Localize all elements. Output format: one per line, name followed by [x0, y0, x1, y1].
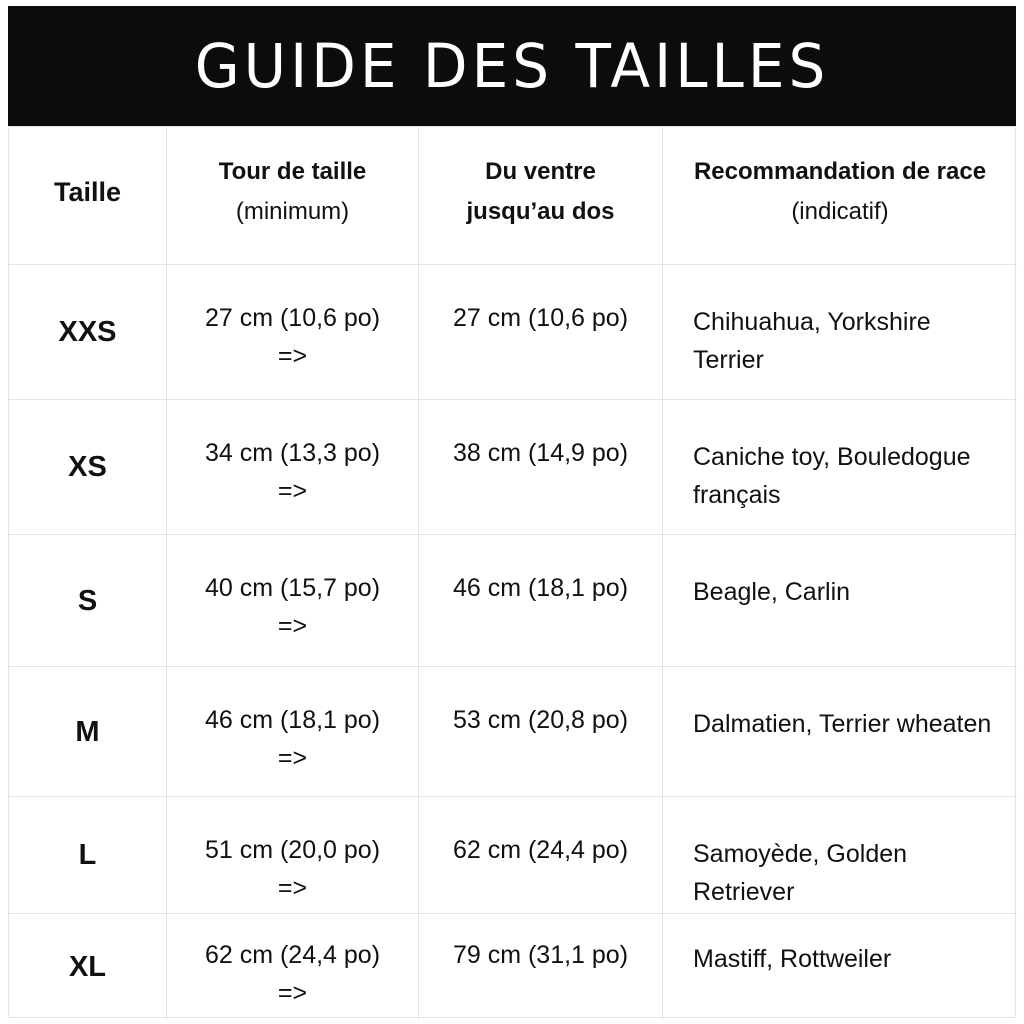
breed-cell	[663, 667, 1017, 797]
size-cell: S	[9, 535, 167, 667]
belly-cell	[419, 400, 663, 535]
header-breed	[663, 127, 1017, 265]
header-belly	[419, 127, 663, 265]
belly-cell	[419, 797, 663, 914]
page-title: GUIDE DES TAILLES	[194, 30, 830, 102]
waist-value: 62 cm (24,4 po)	[204, 941, 381, 969]
size-table	[8, 126, 1016, 1018]
belly-cell	[419, 914, 663, 1019]
belly-cell	[419, 535, 663, 667]
belly-value: 62 cm (24,4 po)	[452, 836, 629, 864]
waist-cell	[167, 265, 419, 400]
waist-value: 34 cm (13,3 po)	[204, 439, 381, 467]
breed-cell	[663, 265, 1017, 400]
belly-cell	[419, 265, 663, 400]
size-cell: M	[9, 667, 167, 797]
header-waist	[167, 127, 419, 265]
belly-value: 27 cm (10,6 po)	[452, 304, 629, 332]
belly-cell	[419, 667, 663, 797]
size-cell: L	[9, 797, 167, 914]
size-guide	[8, 6, 1016, 1018]
title-bar	[8, 6, 1016, 126]
breed-value: Mastiff, Rottweiler	[693, 945, 892, 973]
header-breed-note: (indicatif)	[791, 197, 889, 225]
waist-cell	[167, 535, 419, 667]
size-cell: XXS	[9, 265, 167, 400]
breed-cell	[663, 400, 1017, 535]
waist-arrow: =>	[277, 342, 308, 370]
waist-arrow: =>	[277, 744, 308, 772]
size-cell: XS	[9, 400, 167, 535]
belly-value: 38 cm (14,9 po)	[452, 439, 629, 467]
breed-value: Chihuahua, Yorkshire Terrier	[693, 308, 931, 374]
belly-value: 79 cm (31,1 po)	[452, 941, 629, 969]
breed-cell	[663, 797, 1017, 914]
breed-value: Dalmatien, Terrier wheaten	[693, 710, 992, 738]
breed-value: Samoyède, Golden Retriever	[693, 840, 908, 906]
breed-cell	[663, 535, 1017, 667]
header-belly-label-2: jusqu’au dos	[466, 197, 615, 225]
waist-value: 27 cm (10,6 po)	[204, 304, 381, 332]
header-breed-label: Recommandation de race	[693, 157, 987, 185]
header-waist-note: (minimum)	[235, 197, 350, 225]
waist-arrow: =>	[277, 612, 308, 640]
waist-cell	[167, 797, 419, 914]
breed-cell	[663, 914, 1017, 1019]
waist-value: 51 cm (20,0 po)	[204, 836, 381, 864]
waist-arrow: =>	[277, 874, 308, 902]
waist-arrow: =>	[277, 979, 308, 1007]
header-size	[9, 127, 167, 265]
header-waist-label: Tour de taille	[218, 157, 367, 185]
breed-value: Beagle, Carlin	[693, 578, 851, 606]
header-belly-label-1: Du ventre	[485, 157, 596, 185]
waist-value: 46 cm (18,1 po)	[204, 706, 381, 734]
belly-value: 53 cm (20,8 po)	[452, 706, 629, 734]
waist-cell	[167, 914, 419, 1019]
waist-cell	[167, 667, 419, 797]
waist-cell	[167, 400, 419, 535]
breed-value: Caniche toy, Bouledogue français	[693, 443, 971, 509]
size-cell: XL	[9, 914, 167, 1019]
header-size-label: Taille	[53, 176, 122, 207]
waist-value: 40 cm (15,7 po)	[204, 574, 381, 602]
waist-arrow: =>	[277, 477, 308, 505]
belly-value: 46 cm (18,1 po)	[452, 574, 629, 602]
